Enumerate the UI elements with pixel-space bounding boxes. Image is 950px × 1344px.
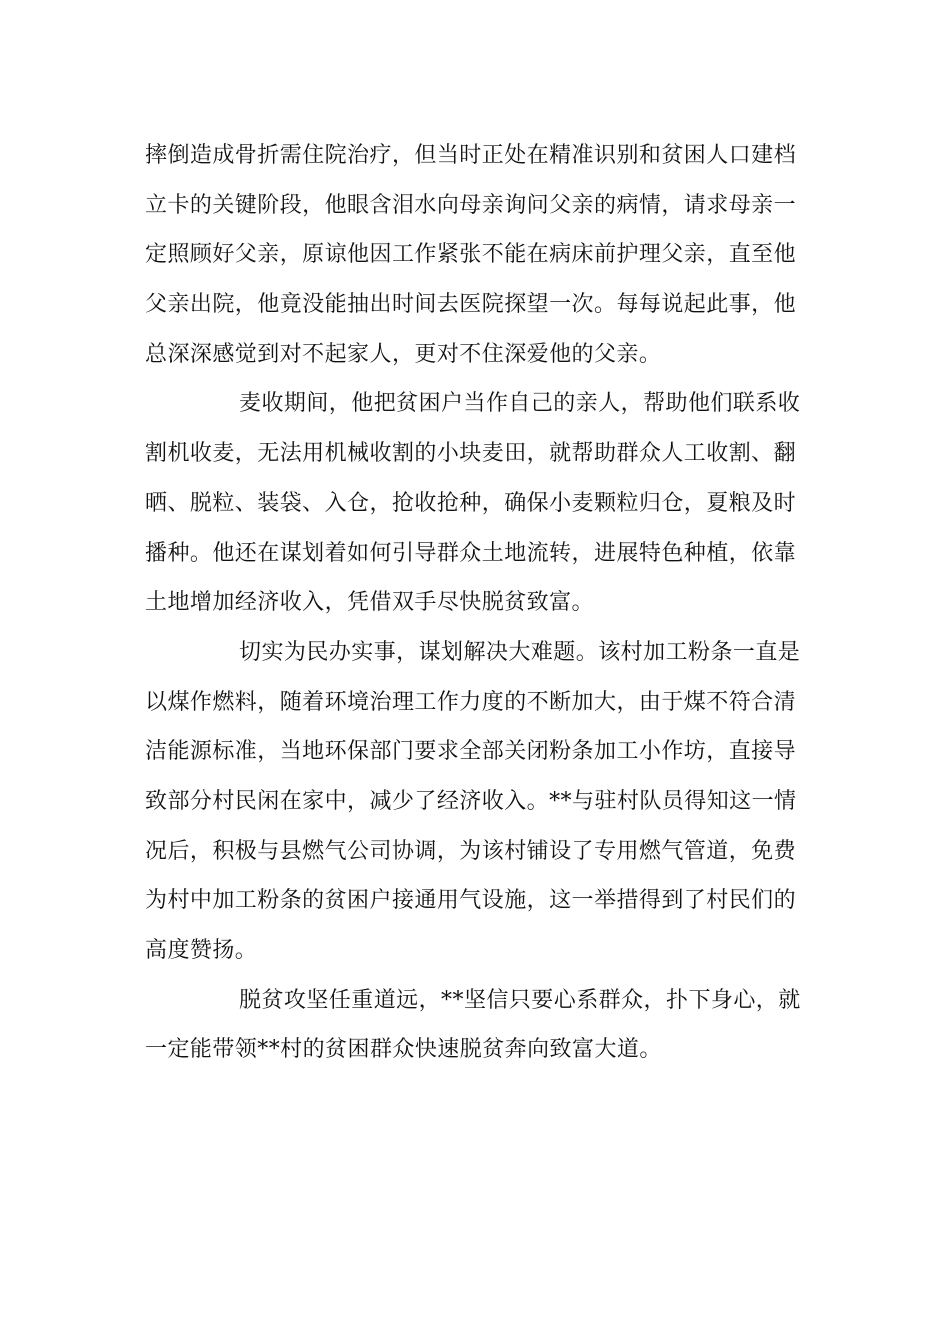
paragraph-first-line: 脱贫攻坚任重道远，**坚信只要心系群众，扑下身心，就 <box>239 987 801 1013</box>
text-line: 以煤作燃料，随着环境治理工作力度的不断加大，由于煤不符合清 <box>145 689 797 715</box>
text-line: 为村中加工粉条的贫困户接通用气设施，这一举措得到了村民们的 <box>145 888 797 914</box>
text-line: 总深深感觉到对不起家人，更对不住深爱他的父亲。 <box>145 341 662 367</box>
text-line: 播种。他还在谋划着如何引导群众土地流转，进展特色种植，依靠 <box>145 540 797 566</box>
text-line: 一定能带领**村的贫困群众快速脱贫奔向致富大道。 <box>145 1037 662 1063</box>
document-body <box>145 131 807 1075</box>
text-line: 立卡的关键阶段，他眼含泪水向母亲询问父亲的病情，请求母亲一 <box>145 192 797 218</box>
text-line: 高度赞扬。 <box>145 938 258 963</box>
text-line: 况后，积极与县燃气公司协调，为该村铺设了专用燃气管道，免费 <box>145 838 797 864</box>
paragraph-first-line: 麦收期间，他把贫困户当作自己的亲人，帮助他们联系收 <box>239 391 801 417</box>
text-line: 定照顾好父亲，原谅他因工作紧张不能在病床前护理父亲，直至他 <box>145 242 797 268</box>
text-line: 致部分村民闲在家中，减少了经济收入。**与驻村队员得知这一情 <box>145 788 797 814</box>
text-line: 晒、脱粒、装袋、入仓，抢收抢种，确保小麦颗粒归仓，夏粮及时 <box>145 490 797 516</box>
text-line: 割机收麦，无法用机械收割的小块麦田，就帮助群众人工收割、翻 <box>145 441 797 467</box>
text-line: 父亲出院，他竟没能抽出时间去医院探望一次。每每说起此事，他 <box>145 292 797 318</box>
paragraph-first-line: 切实为民办实事，谋划解决大难题。该村加工粉条一直是 <box>239 639 801 665</box>
text-line: 土地增加经济收入，凭借双手尽快脱贫致富。 <box>145 590 595 616</box>
text-line: 洁能源标准，当地环保部门要求全部关闭粉条加工小作坊，直接导 <box>145 739 797 765</box>
text-line: 摔倒造成骨折需住院治疗，但当时正处在精准识别和贫困人口建档 <box>145 143 797 168</box>
